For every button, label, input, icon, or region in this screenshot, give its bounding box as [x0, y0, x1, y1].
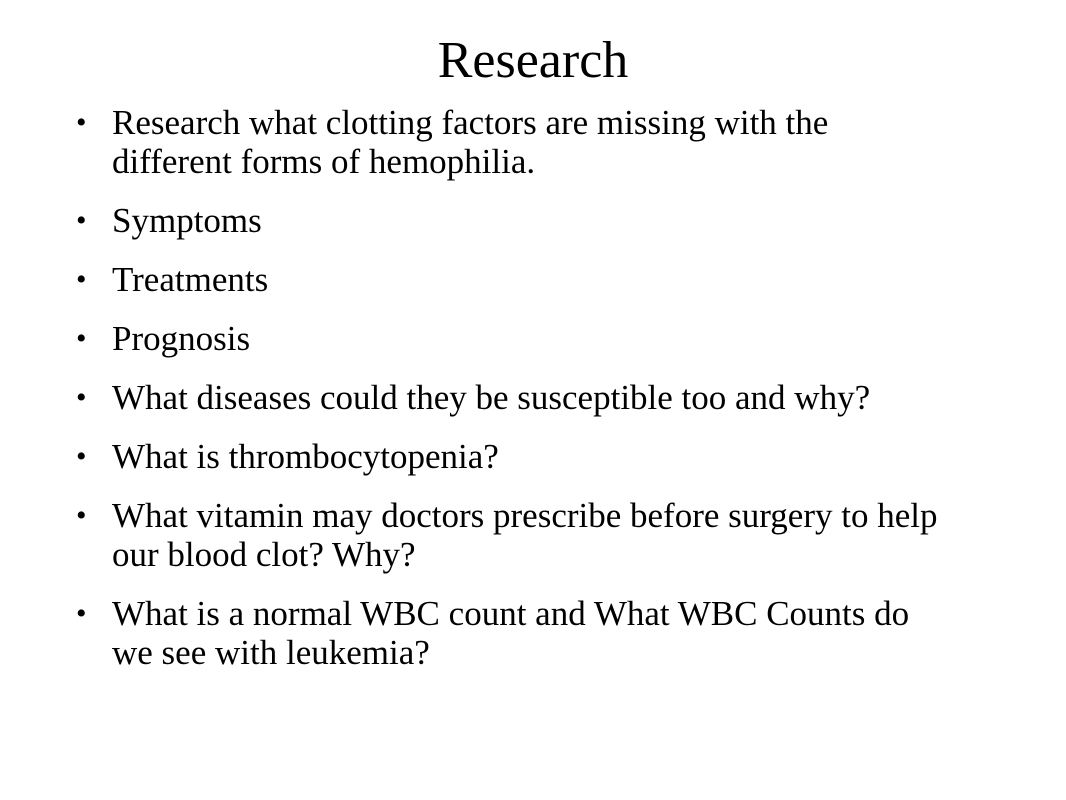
- bullet-icon: •: [76, 597, 87, 630]
- bullet-text: Treatments: [112, 260, 269, 299]
- bullet-text: Research what clotting factors are missing with the different forms of hemophilia.: [112, 103, 829, 181]
- bullet-text: Symptoms: [112, 201, 262, 240]
- bullet-icon: •: [76, 440, 87, 473]
- bullet-text: What diseases could they be susceptible too and why?: [112, 378, 871, 417]
- bullet-icon: •: [76, 381, 87, 414]
- bullet-item: [76, 496, 956, 574]
- bullet-icon: •: [76, 322, 87, 355]
- bullet-item: [76, 319, 956, 358]
- bullet-icon: •: [76, 204, 87, 237]
- slide-title: Research: [437, 32, 629, 89]
- bullet-item: [76, 260, 956, 299]
- bullet-item: [76, 378, 956, 417]
- bullet-item: [76, 437, 956, 476]
- bullet-icon: •: [76, 106, 87, 139]
- bullet-text: What is a normal WBC count and What WBC Counts do we see with leukemia?: [112, 594, 910, 672]
- bullet-item: [76, 594, 956, 672]
- bullet-icon: •: [76, 263, 87, 296]
- bullet-list: [76, 103, 956, 692]
- bullet-icon: •: [76, 499, 87, 532]
- bullet-text: Prognosis: [112, 319, 251, 358]
- bullet-text: What is thrombocytopenia?: [112, 437, 499, 476]
- bullet-text: What vitamin may doctors prescribe before surgery to help our blood clot? Why?: [112, 496, 938, 574]
- bullet-item: [76, 201, 956, 240]
- bullet-item: [76, 103, 956, 181]
